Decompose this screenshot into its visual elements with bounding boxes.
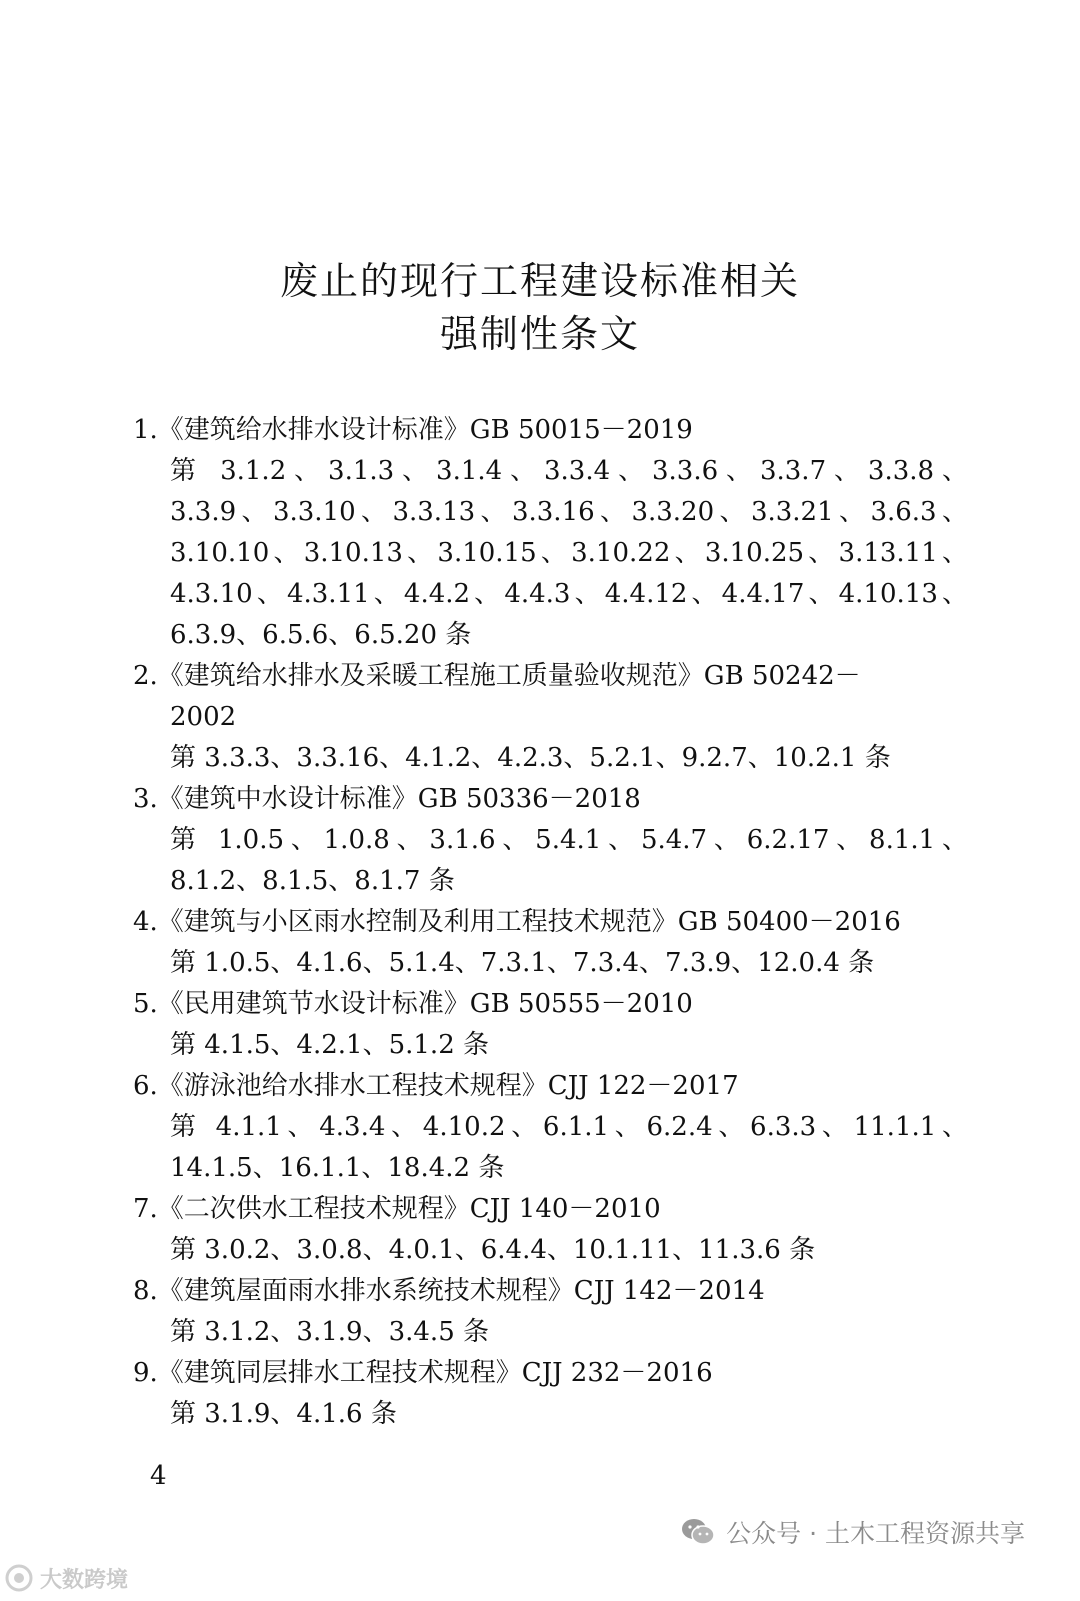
wechat-icon	[680, 1517, 716, 1547]
item-heading: 7.《二次供水工程技术规程》CJJ 140－2010	[133, 1194, 661, 1224]
item-clause-line: 第 3.3.3、3.3.16、4.1.2、4.2.3、5.2.1、9.2.7、10.2.1 条	[170, 743, 891, 773]
item-clause-line: 2002	[170, 702, 237, 732]
item-heading: 8.《建筑屋面雨水排水系统技术规程》CJJ 142－2014	[133, 1276, 765, 1306]
item-heading: 9.《建筑同层排水工程技术规程》CJJ 232－2016	[133, 1358, 713, 1388]
wechat-watermark	[680, 1510, 1025, 1554]
brand-watermark	[4, 1560, 128, 1596]
item-heading: 6.《游泳池给水排水工程技术规程》CJJ 122－2017	[133, 1071, 739, 1101]
item-clause-line: 第 1.0.5、4.1.6、5.1.4、7.3.1、7.3.4、7.3.9、12.0.4 条	[170, 948, 875, 978]
item-clause-line: 4.3.10、4.3.11、4.4.2、4.4.3、4.4.12、4.4.17、4.10.13、	[170, 579, 968, 609]
page-title: 废止的现行工程建设标准相关	[279, 259, 800, 303]
item-clause-line: 第 3.0.2、3.0.8、4.0.1、6.4.4、10.1.11、11.3.6 条	[170, 1235, 816, 1265]
item-heading: 3.《建筑中水设计标准》GB 50336－2018	[133, 784, 641, 814]
item-clause-line: 14.1.5、16.1.1、18.4.2 条	[170, 1153, 505, 1183]
item-clause-line: 3.10.10、3.10.13、3.10.15、3.10.22、3.10.25、3.13.11、	[170, 538, 968, 568]
wechat-watermark-text: 公众号 · 土木工程资源共享	[726, 1519, 1025, 1548]
item-heading: 1.《建筑给水排水设计标准》GB 50015－2019	[133, 415, 693, 445]
brand-watermark-text: 大数跨境	[40, 1567, 129, 1593]
item-clause-line: 3.3.9、3.3.10、3.3.13、3.3.16、3.3.20、3.3.21、3.6.3、	[170, 497, 969, 527]
item-clause-line: 第 1.0.5、1.0.8、3.1.6、5.4.1、5.4.7、6.2.17、8.1.1、	[170, 825, 968, 855]
item-heading: 5.《民用建筑节水设计标准》GB 50555－2010	[133, 989, 693, 1019]
item-heading: 2.《建筑给水排水及采暖工程施工质量验收规范》GB 50242－	[133, 661, 861, 691]
page-subtitle: 强制性条文	[439, 312, 640, 356]
page-number: 4	[150, 1461, 167, 1491]
brand-logo-icon	[4, 1563, 34, 1593]
item-clause-line: 第 3.1.2、3.1.9、3.4.5 条	[170, 1317, 489, 1347]
item-clause-line: 第 3.1.9、4.1.6 条	[170, 1399, 397, 1429]
item-clause-line: 8.1.2、8.1.5、8.1.7 条	[170, 866, 455, 896]
item-clause-line: 第 4.1.5、4.2.1、5.1.2 条	[170, 1030, 489, 1060]
item-heading: 4.《建筑与小区雨水控制及利用工程技术规范》GB 50400－2016	[133, 907, 901, 937]
item-clause-line: 6.3.9、6.5.6、6.5.20 条	[170, 620, 472, 650]
item-clause-line: 第 3.1.2、3.1.3、3.1.4、3.3.4、3.3.6、3.3.7、3.3.8、	[170, 456, 968, 486]
item-clause-line: 第 4.1.1、4.3.4、4.10.2、6.1.1、6.2.4、6.3.3、11.1.1、	[170, 1112, 968, 1142]
